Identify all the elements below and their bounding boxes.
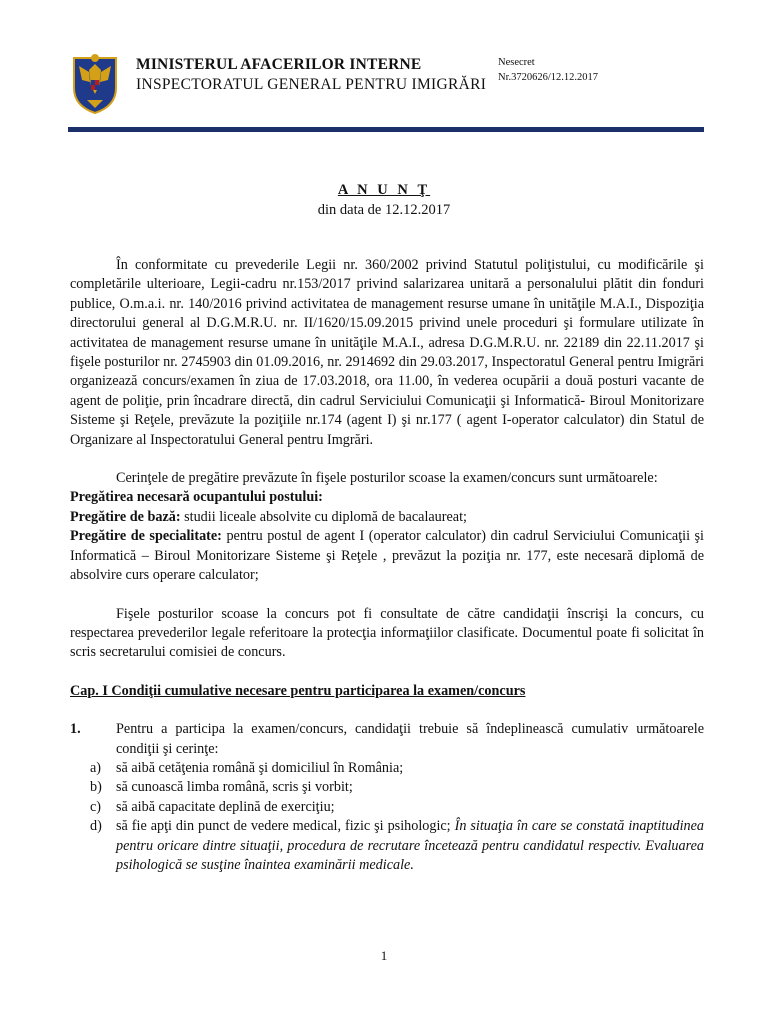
list-item bbox=[70, 817, 704, 875]
intro-paragraph: În conformitate cu prevederile Legii nr. 360/2002 privind Statutul poliţistului, cu modificările şi completările ulterioare, Legii-cadru nr.153/2017 privind salarizarea unitară a personalului plătit din fonduri publice, O.m.a.i. nr. 140/2016 privind activitatea de management resurse umane în unităţile M.A.I., Dispoziţia directorului general al D.G.M.R.U. nr. II/1620/15.09.2015 privind unele proceduri şi formulare utilizate în activitatea de management resurse umane în unităţile M.A.I., adresa D.G.M.R.U. nr. 22189 din 22.11.2017 şi fişele posturilor nr. 2745903 din 01.09.2016, nr. 2914692 din 29.03.2017, Inspectoratul General pentru Imigrări organizează concurs/examen în ziua de 17.03.2018, ora 11.00, în vederea ocupării a două posturi vacante de agent de poliţie, prin încadrare directă, din cadrul Serviciului Comunicaţii şi Informatică- Biroul Monitorizare Sisteme şi Reţele, prevăzute la poziţiile nr.174 (agent I) şi nr.177 ( agent I-operator calculator) din Statul de Organizare al Inspectoratului General pentru Imgrări. bbox=[70, 257, 704, 448]
condition-d-text: să fie apţi din punct de vedere medical, fizic şi psihologic; bbox=[116, 818, 455, 835]
document-title: A N U N Ţ bbox=[337, 182, 431, 198]
specialty-training-line bbox=[70, 527, 704, 585]
item-text: Pentru a participa la examen/concurs, candidaţii trebuie să îndeplinească cumulativ următoarele condiţii şi cerinţe: bbox=[116, 721, 704, 757]
title-block bbox=[0, 180, 768, 220]
list-item bbox=[70, 778, 704, 797]
base-training-text: studii liceale absolvite cu diplomă de bacalaureat; bbox=[180, 508, 467, 525]
document-body bbox=[70, 256, 704, 875]
list-item-letter: d) bbox=[90, 818, 102, 835]
list-item-text-d bbox=[116, 817, 704, 875]
list-item-letter: c) bbox=[90, 798, 102, 815]
page-number: 1 bbox=[380, 948, 388, 963]
list-item bbox=[70, 798, 704, 817]
conditions-list bbox=[70, 759, 704, 875]
issuer-block bbox=[136, 55, 486, 95]
header-divider bbox=[68, 127, 704, 132]
requirements-heading: Pregătirea necesară ocupantului postului: bbox=[70, 489, 323, 506]
base-training-label: Pregătire de bază: bbox=[70, 508, 181, 525]
specialty-training-label: Pregătire de specialitate: bbox=[70, 528, 222, 545]
item-number: 1. bbox=[70, 721, 81, 738]
condition-d-note: În situaţia în care se constată inaptitudinea pentru oricare dintre situaţii, procedura de recrutare încetează pentru candidatul respectiv. Evaluarea psihologică se susţine înaintea examinării medicale. bbox=[116, 818, 704, 873]
list-item-text: să aibă cetăţenia română şi domiciliul în România; bbox=[116, 759, 404, 776]
ministry-name: MINISTERUL AFACERILOR INTERNE bbox=[136, 56, 422, 73]
list-item bbox=[70, 759, 704, 778]
list-item-letter: a) bbox=[90, 759, 102, 776]
inspectorate-name: INSPECTORATUL GENERAL PENTRU IMIGRĂRI bbox=[136, 76, 487, 93]
list-item-letter: b) bbox=[90, 779, 102, 796]
numbered-item-1 bbox=[70, 720, 704, 759]
classification-block bbox=[498, 55, 598, 85]
specialty-training-text: pentru postul de agent I (operator calculator) din cadrul Serviciului Comunicaţii şi Informatică – Biroul Monitorizare Sisteme şi Reţele , prevăzut la poziţia nr. 177, este necesară diplomă de absolvire curs operare calculator; bbox=[70, 528, 704, 584]
base-training-line bbox=[70, 508, 704, 527]
list-item-text: să aibă capacitate deplină de exerciţiu; bbox=[116, 798, 335, 815]
list-item-text: să cunoască limba română, scris şi vorbit; bbox=[116, 779, 353, 796]
classification-label: Nesecret bbox=[498, 57, 535, 68]
document-date: din data de 12.12.2017 bbox=[317, 202, 451, 218]
chapter-heading: Cap. I Condiţii cumulative necesare pentru participarea la examen/concurs bbox=[70, 682, 526, 699]
registration-number: Nr.3720626/12.12.2017 bbox=[498, 72, 599, 83]
requirements-paragraph: Cerinţele de pregătire prevăzute în fişele posturilor scoase la examen/concurs sunt următoarele: bbox=[116, 470, 658, 487]
job-files-paragraph: Fişele posturilor scoase la concurs pot fi consultate de către candidaţii înscrişi la concurs, cu respectarea prevederilor legale referitoare la protecţia informaţiilor clasificate. Documentul poate fi solicitat în scris secretarului comisiei de concurs. bbox=[70, 605, 704, 661]
romanian-coat-of-arms-icon bbox=[70, 50, 120, 114]
